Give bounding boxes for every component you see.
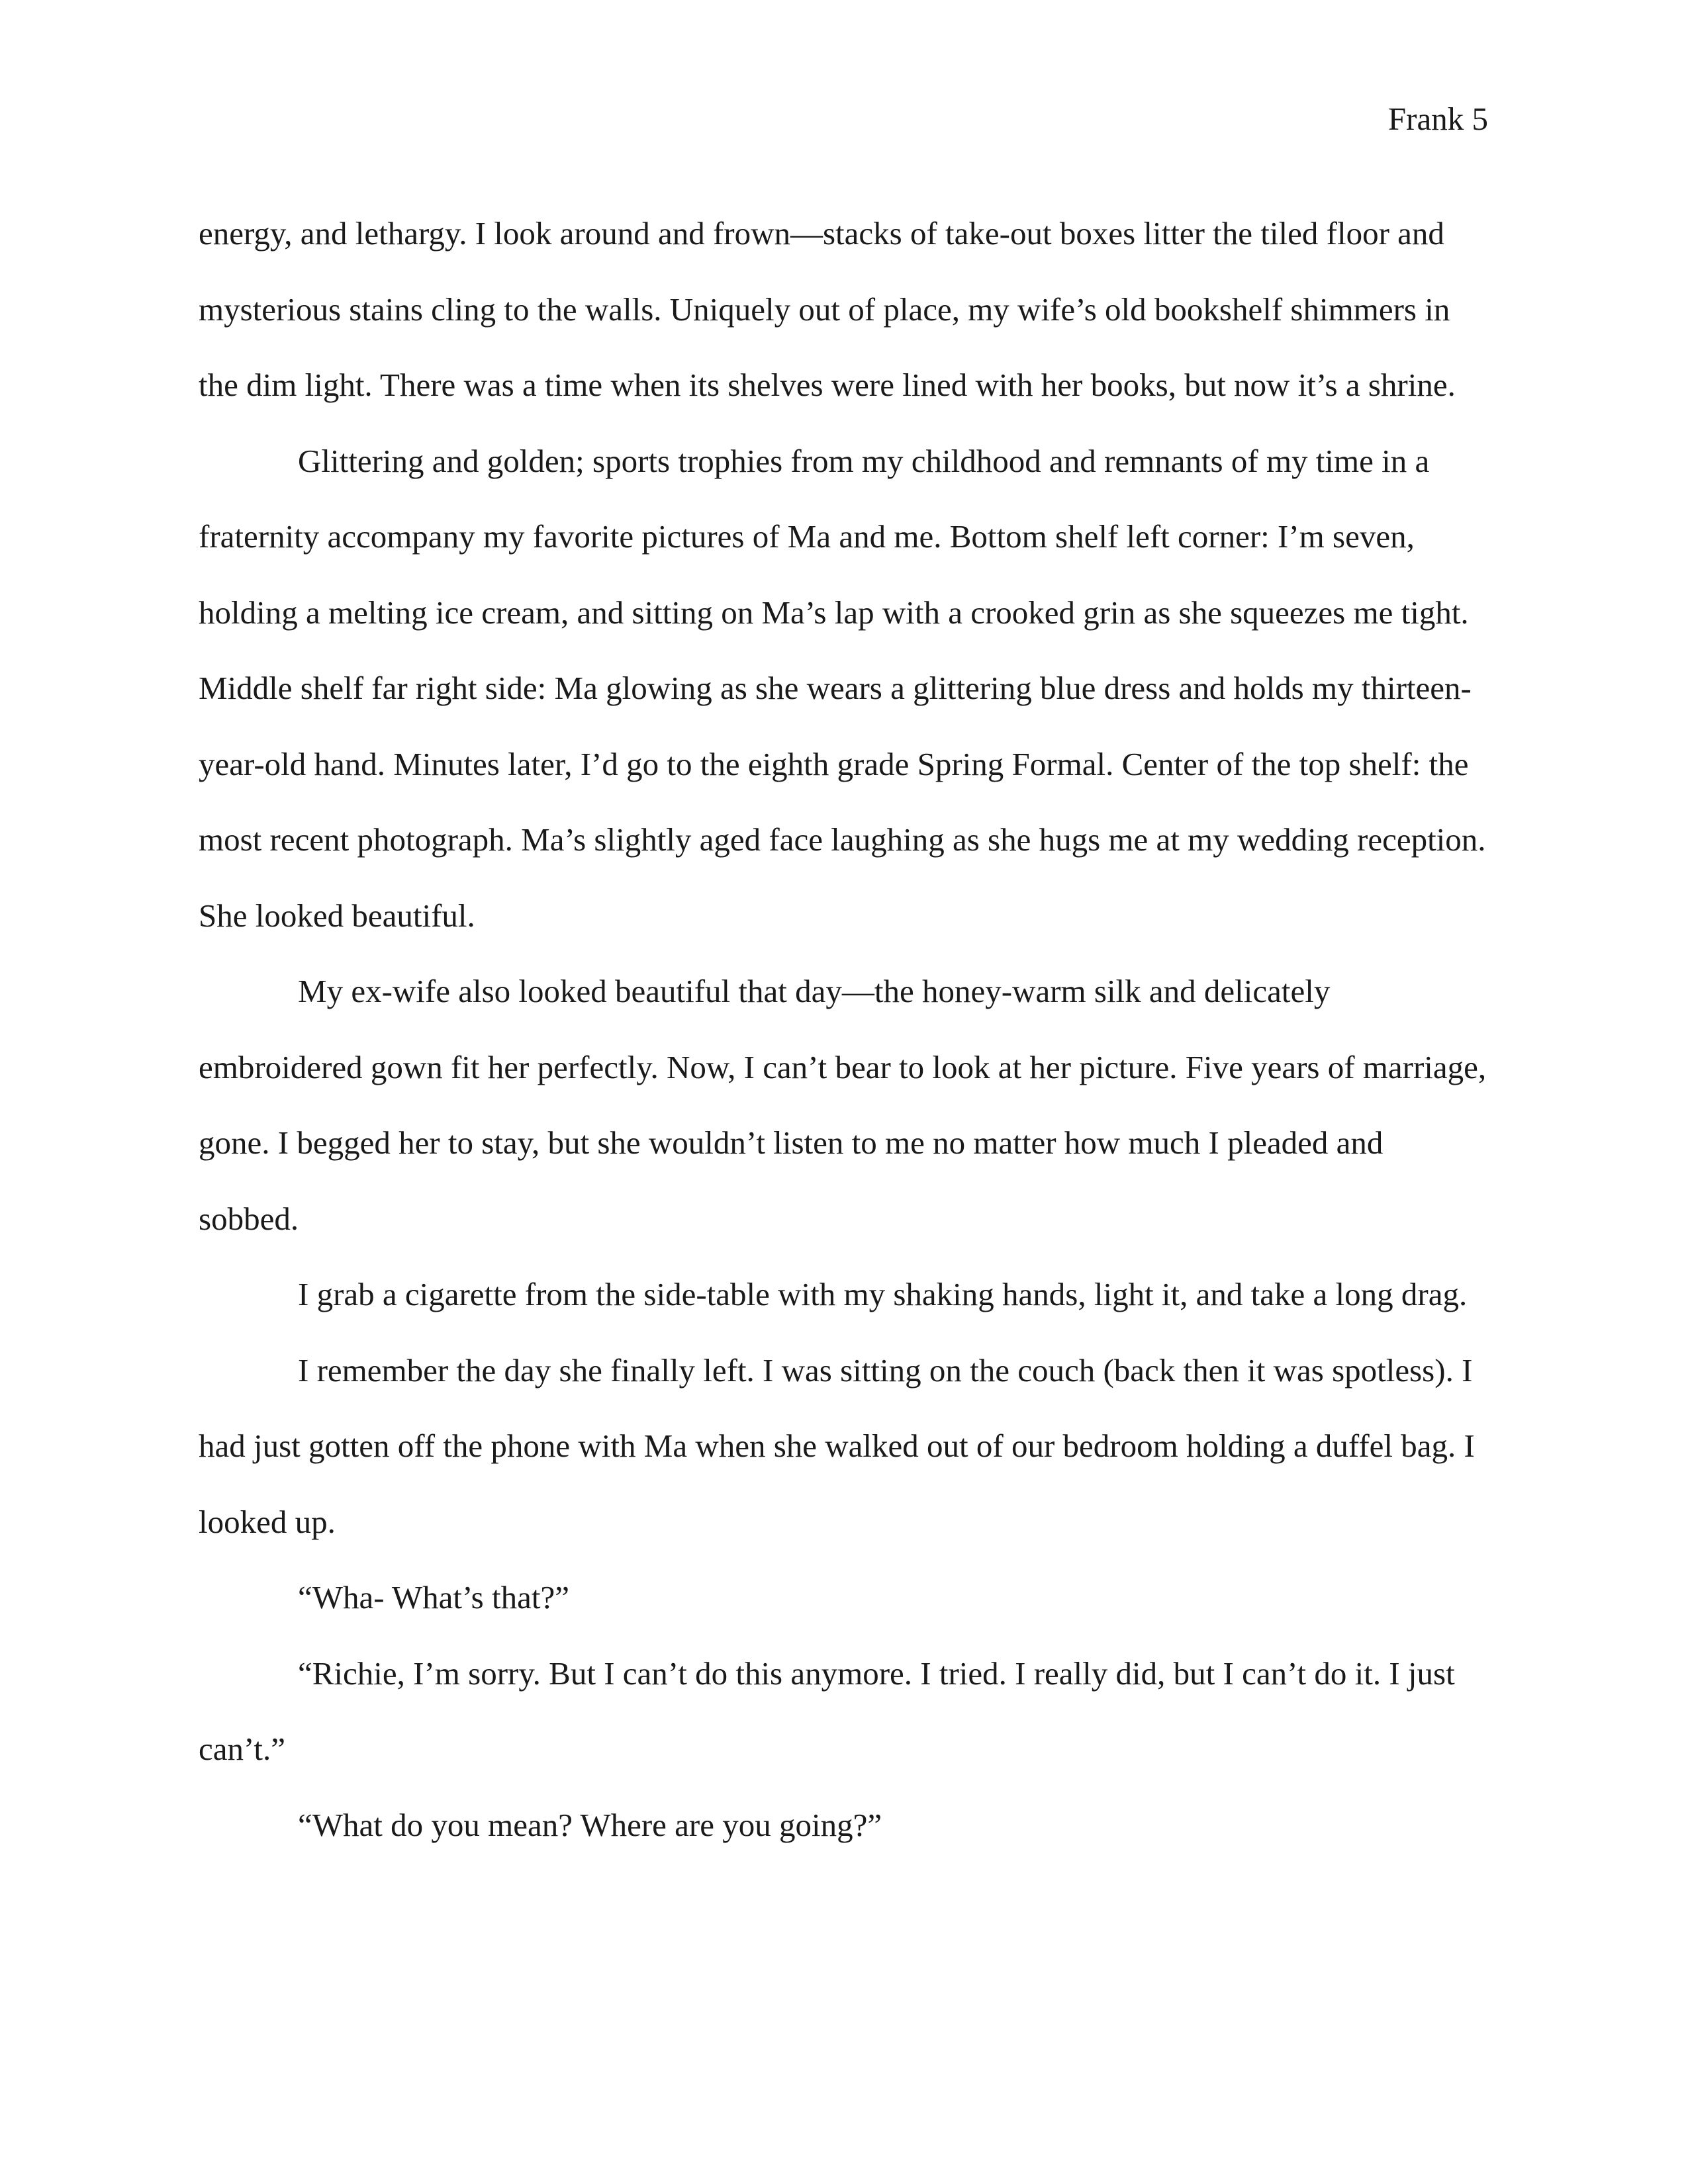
running-head: Frank 5: [1387, 101, 1488, 137]
paragraph-7: “Richie, I’m sorry. But I can’t do this anymore. I tried. I really did, but I can’t do it. I just can’t.”: [199, 1655, 1455, 1767]
paragraph-4: I grab a cigarette from the side-table with my shaking hands, light it, and take a long drag.: [298, 1276, 1468, 1312]
body-text: [199, 196, 1489, 1863]
paragraph-3: My ex-wife also looked beautiful that day—the honey-warm silk and delicately embroidered gown fit her perfectly. Now, I can’t bear to look at her picture. Five years of marriage, gone. I begged her to stay, but she wouldn’t listen to me no matter how much I pleaded and sobbed.: [199, 973, 1487, 1237]
paragraph-1: energy, and lethargy. I look around and frown—stacks of take-out boxes litter the tiled floor and mysterious stains cling to the walls. Uniquely out of place, my wife’s old bookshelf shimmers in the dim light. There was a time when its shelves were lined with her books, but now it’s a shrine.: [199, 215, 1456, 403]
paragraph-6: “Wha- What’s that?”: [298, 1579, 569, 1615]
paragraph-8: “What do you mean? Where are you going?”: [298, 1806, 882, 1843]
paragraph-5: I remember the day she finally left. I was sitting on the couch (back then it was spotless). I had just gotten off the phone with Ma when she walked out of our bedroom holding a duffel bag. I looked up.: [199, 1351, 1475, 1540]
paragraph-2: Glittering and golden; sports trophies from my childhood and remnants of my time in a fraternity accompany my favorite pictures of Ma and me. Bottom shelf left corner: I’m seven, holding a melting ice cream, and sitting on Ma’s lap with a crooked grin as she squeezes me tight. Middle shelf far right side: Ma glowing as she wears a glittering blue dress and holds my thirteen-year-old hand. Minutes later, I’d go to the eighth grade Spring Formal. Center of the top shelf: the most recent photograph. Ma’s slightly aged face laughing as she hugs me at my wedding reception. She looked beautiful.: [199, 442, 1486, 934]
